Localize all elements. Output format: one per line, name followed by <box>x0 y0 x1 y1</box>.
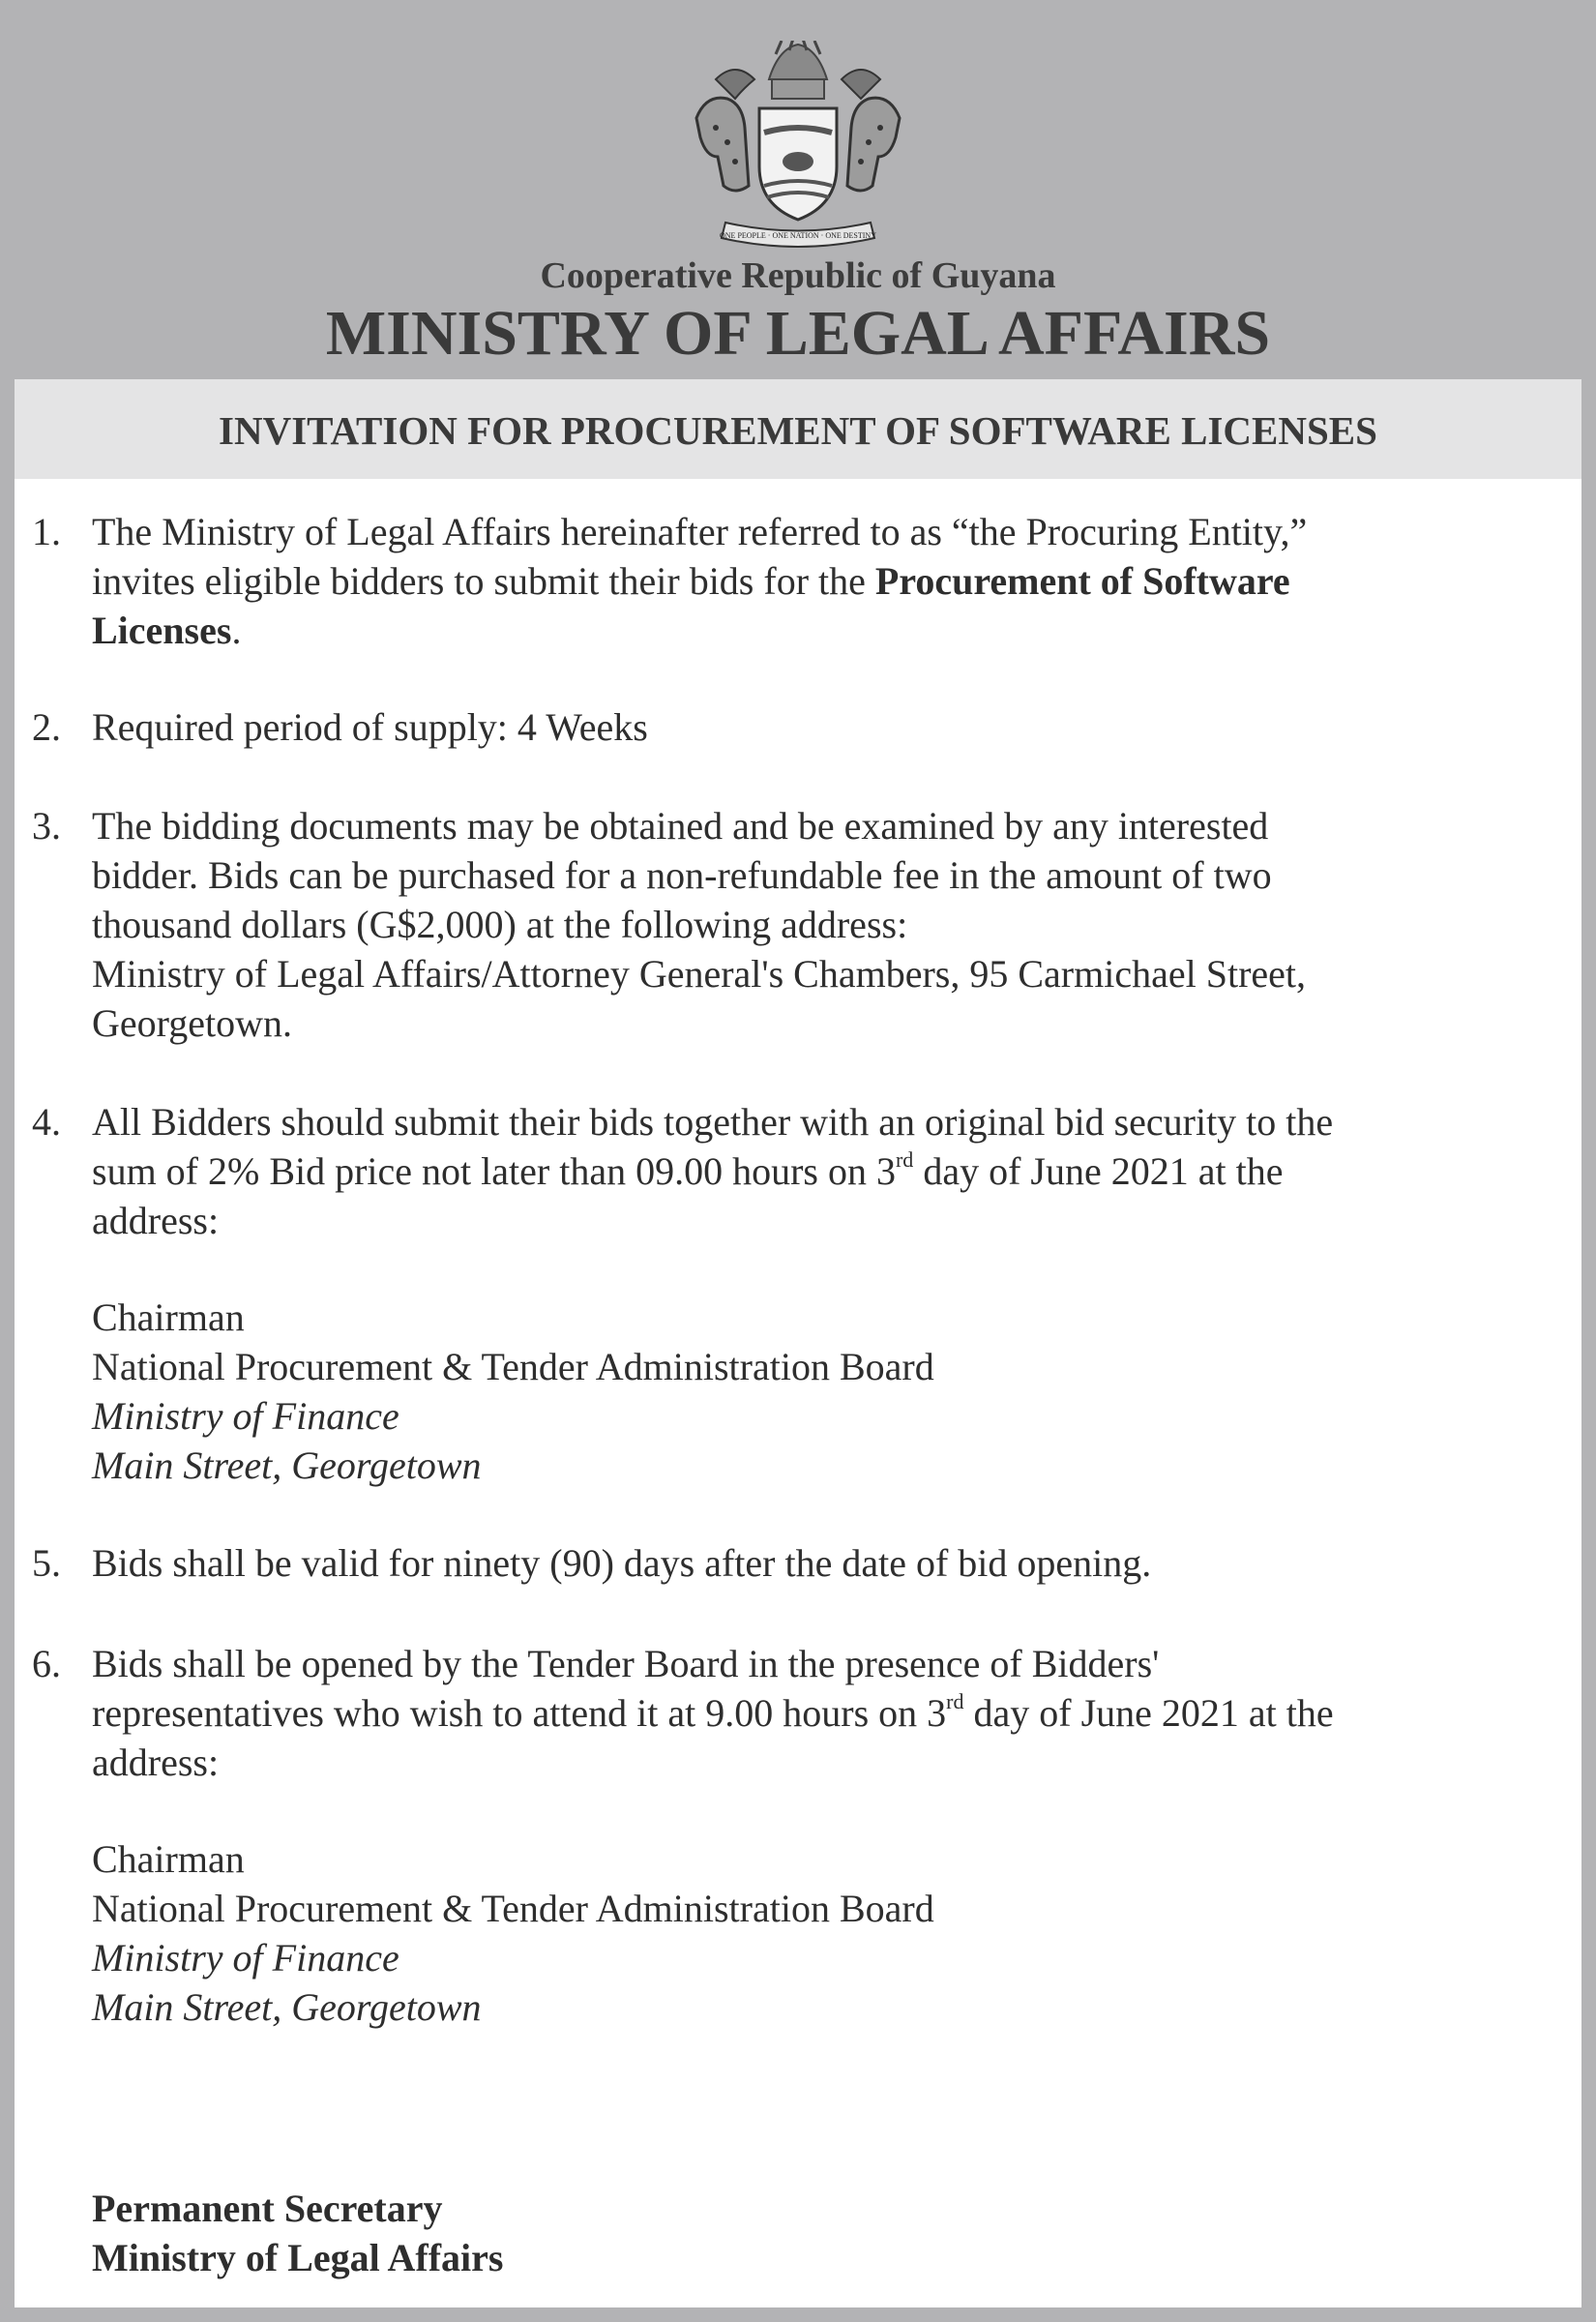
item-text-line: bidder. Bids can be purchased for a non-refundable fee in the amount of two <box>92 853 1272 897</box>
notice-panel <box>15 379 1581 2307</box>
signatory-title: Permanent Secretary <box>92 2187 443 2230</box>
item-text-line: invites eligible bidders to submit their bids for the <box>92 559 875 603</box>
ordinal-suffix: rd <box>895 1146 914 1172</box>
notice-title: INVITATION FOR PROCUREMENT OF SOFTWARE LICENSES <box>219 408 1377 453</box>
svg-text:ONE PEOPLE · ONE NATION · ONE: ONE PEOPLE · ONE NATION · ONE DESTINY <box>720 231 876 240</box>
item-number: 3. <box>32 804 61 848</box>
address-line: Chairman <box>92 1295 245 1339</box>
item-text-line: The bidding documents may be obtained and be examined by any interested <box>92 804 1269 848</box>
item-text-line: Required period of supply: 4 Weeks <box>92 705 648 749</box>
item-text-line: day of June 2021 at the <box>963 1691 1334 1735</box>
address-line: Ministry of Finance <box>92 1936 399 1980</box>
country-name: Cooperative Republic of Guyana <box>540 255 1056 296</box>
address-line: Main Street, Georgetown <box>92 1985 482 2029</box>
signatory-office: Ministry of Legal Affairs <box>92 2236 504 2279</box>
item-bold-text: Procurement of Software <box>874 559 1290 603</box>
item-number: 1. <box>32 510 61 553</box>
ordinal-suffix: rd <box>946 1688 964 1713</box>
item-text-line: Ministry of Legal Affairs/Attorney General's Chambers, 95 Carmichael Street, <box>92 952 1307 996</box>
address-line: National Procurement & Tender Administration Board <box>92 1887 934 1930</box>
item-text-line: All Bidders should submit their bids together with an original bid security to the <box>92 1100 1334 1144</box>
item-text-line: . <box>231 609 242 652</box>
coat-of-arms-icon <box>667 41 929 253</box>
item-text-line: Bids shall be valid for ninety (90) days after the date of bid opening. <box>92 1541 1152 1585</box>
item-text-line: address: <box>92 1741 220 1784</box>
item-text-line: thousand dollars (G$2,000) at the following address: <box>92 903 908 946</box>
item-number: 4. <box>32 1100 61 1144</box>
address-line: Ministry of Finance <box>92 1394 399 1438</box>
item-text-line: address: <box>92 1199 220 1242</box>
item-number: 5. <box>32 1541 61 1585</box>
title-band <box>15 379 1581 479</box>
item-text-line: sum of 2% Bid price not later than 09.00 hours on 3 <box>92 1149 896 1193</box>
header-band <box>0 0 1596 369</box>
address-line: National Procurement & Tender Administration Board <box>92 1345 934 1388</box>
address-block <box>92 1293 1543 1490</box>
item-text-line: Georgetown. <box>92 1001 292 1045</box>
ministry-name: MINISTRY OF LEGAL AFFAIRS <box>325 298 1271 369</box>
item-number: 2. <box>32 705 61 749</box>
signature-block <box>92 2184 1059 2282</box>
address-line: Chairman <box>92 1837 245 1881</box>
address-block <box>92 1834 1543 2032</box>
item-number: 6. <box>32 1642 61 1685</box>
address-line: Main Street, Georgetown <box>92 1444 482 1487</box>
item-bold-text: Licenses <box>92 609 232 652</box>
item-text-line: representatives who wish to attend it at 9.00 hours on 3 <box>92 1691 947 1735</box>
item-text-line: The Ministry of Legal Affairs hereinafter referred to as “the Procuring Entity,” <box>92 510 1308 553</box>
item-text-line: Bids shall be opened by the Tender Board in the presence of Bidders' <box>92 1642 1160 1685</box>
item-text-line: day of June 2021 at the <box>913 1149 1284 1193</box>
